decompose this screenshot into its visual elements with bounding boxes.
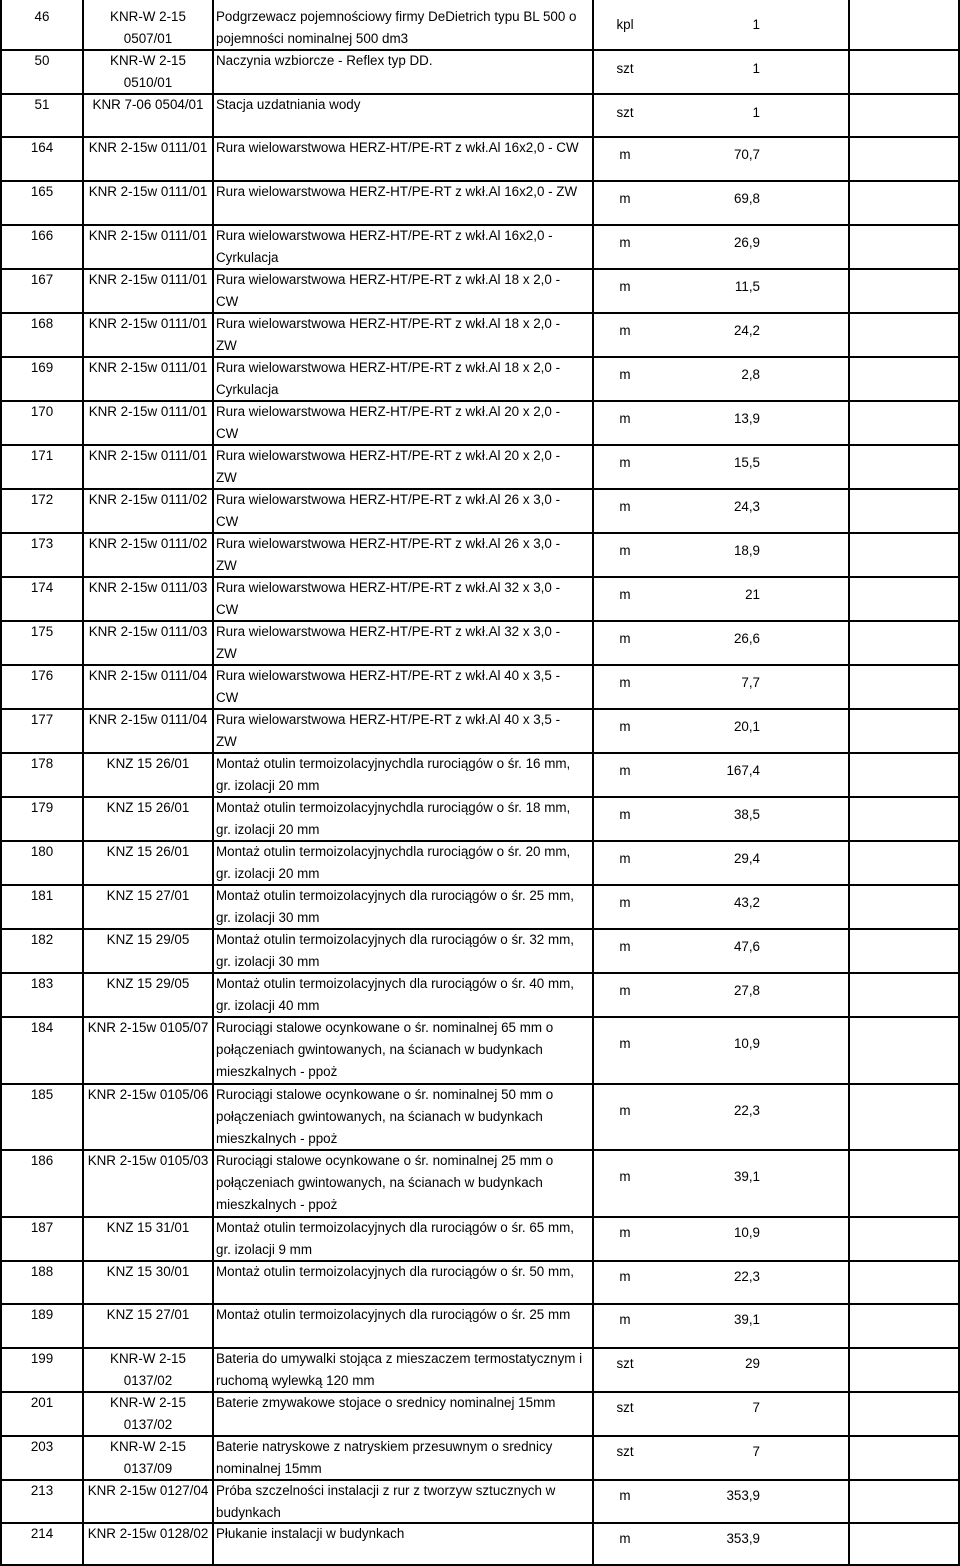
catalog-code: KNR 2-15w 0111/02 xyxy=(88,536,208,551)
item-description: Rura wielowarstwowa HERZ-HT/PE-RT z wkł.Al 20 x 2,0 - xyxy=(216,404,561,419)
catalog-code: KNR-W 2-15 xyxy=(110,1351,186,1366)
unit-of-measure: szt xyxy=(616,1444,634,1459)
row-number: 170 xyxy=(30,404,54,419)
row-number: 213 xyxy=(30,1483,54,1498)
item-description: ZW xyxy=(216,734,237,749)
unit-of-measure: m xyxy=(619,895,631,910)
quantity: 10,9 xyxy=(733,1036,760,1051)
item-description: ZW xyxy=(216,338,237,353)
row-number: 177 xyxy=(30,712,54,727)
quantity: 43,2 xyxy=(733,895,760,910)
item-description: połączeniach gwintowanych, na ścianach w budynkach xyxy=(216,1109,543,1124)
unit-of-measure: m xyxy=(619,675,631,690)
item-description: gr. izolacji 30 mm xyxy=(216,954,320,969)
catalog-code: KNR 7-06 0504/01 xyxy=(92,97,204,112)
unit-of-measure: m xyxy=(619,147,631,162)
row-number: 166 xyxy=(30,228,54,243)
item-description: Montaż otulin termoizolacyjnych dla rurociągów o śr. 50 mm, xyxy=(216,1264,574,1279)
item-description: Montaż otulin termoizolacyjnychdla rurociągów o śr. 18 mm, xyxy=(216,800,571,815)
unit-of-measure: m xyxy=(619,587,631,602)
item-description: Montaż otulin termoizolacyjnychdla rurociągów o śr. 20 mm, xyxy=(216,844,571,859)
row-number: 203 xyxy=(30,1439,54,1454)
item-description: Baterie zmywakowe stojace o srednicy nominalnej 15mm xyxy=(216,1395,556,1410)
item-description: Rura wielowarstwowa HERZ-HT/PE-RT z wkł.Al 26 x 3,0 - xyxy=(216,536,561,551)
row-number: 175 xyxy=(30,624,54,639)
row-number: 189 xyxy=(30,1307,54,1322)
catalog-code: KNZ 15 30/01 xyxy=(106,1264,190,1279)
unit-of-measure: m xyxy=(619,543,631,558)
catalog-code: KNR 2-15w 0111/01 xyxy=(88,140,208,155)
catalog-code: KNR-W 2-15 xyxy=(110,53,186,68)
item-description: Naczynia wzbiorcze - Reflex typ DD. xyxy=(216,53,433,68)
item-description: Montaż otulin termoizolacyjnych dla rurociągów o śr. 40 mm, xyxy=(216,976,574,991)
item-description: Rura wielowarstwowa HERZ-HT/PE-RT z wkł.Al 16x2,0 - ZW xyxy=(216,184,578,199)
item-description: Montaż otulin termoizolacyjnych dla rurociągów o śr. 65 mm, xyxy=(216,1220,574,1235)
row-number: 184 xyxy=(30,1020,54,1035)
item-description: Rurociągi stalowe ocynkowane o śr. nominalnej 50 mm o xyxy=(216,1087,554,1102)
item-description: Rura wielowarstwowa HERZ-HT/PE-RT z wkł.Al 20 x 2,0 - xyxy=(216,448,561,463)
catalog-code: KNZ 15 31/01 xyxy=(106,1220,190,1235)
item-description: Próba szczelności instalacji z rur z tworzyw sztucznych w xyxy=(216,1483,556,1498)
row-number: 187 xyxy=(30,1220,54,1235)
quantity: 10,9 xyxy=(733,1225,760,1240)
unit-of-measure: kpl xyxy=(616,17,634,32)
catalog-code: KNR 2-15w 0111/03 xyxy=(88,624,208,639)
unit-of-measure: m xyxy=(619,851,631,866)
item-description: mieszkalnych - ppoż xyxy=(216,1197,338,1212)
row-number: 50 xyxy=(34,53,50,68)
row-number: 167 xyxy=(30,272,54,287)
quantity: 167,4 xyxy=(726,763,760,778)
quantity: 39,1 xyxy=(733,1312,760,1327)
row-number: 172 xyxy=(30,492,54,507)
row-number: 176 xyxy=(30,668,54,683)
unit-of-measure: m xyxy=(619,411,631,426)
unit-of-measure: m xyxy=(619,1103,631,1118)
catalog-code: 0137/09 xyxy=(123,1461,173,1476)
quantity: 7 xyxy=(752,1400,760,1415)
item-description: Bateria do umywalki stojąca z mieszaczem termostatycznym i xyxy=(216,1351,583,1366)
unit-of-measure: m xyxy=(619,1169,631,1184)
row-number: 51 xyxy=(34,97,50,112)
unit-of-measure: m xyxy=(619,763,631,778)
quantity: 38,5 xyxy=(733,807,760,822)
row-number: 179 xyxy=(30,800,54,815)
quantity: 70,7 xyxy=(733,147,760,162)
item-description: budynkach xyxy=(216,1505,281,1520)
item-description: gr. izolacji 40 mm xyxy=(216,998,320,1013)
unit-of-measure: m xyxy=(619,939,631,954)
item-description: nominalnej 15mm xyxy=(216,1461,322,1476)
item-description: ruchomą wylewką 120 mm xyxy=(216,1373,375,1388)
catalog-code: KNR 2-15w 0105/06 xyxy=(87,1087,209,1102)
catalog-code: KNR 2-15w 0111/01 xyxy=(88,184,208,199)
unit-of-measure: m xyxy=(619,1488,631,1503)
item-description: ZW xyxy=(216,470,237,485)
catalog-code: 0137/02 xyxy=(123,1417,173,1432)
item-description: połączeniach gwintowanych, na ścianach w budynkach xyxy=(216,1175,543,1190)
item-description: Rurociągi stalowe ocynkowane o śr. nominalnej 65 mm o xyxy=(216,1020,554,1035)
row-number: 201 xyxy=(30,1395,54,1410)
item-description: Rura wielowarstwowa HERZ-HT/PE-RT z wkł.Al 18 x 2,0 - xyxy=(216,272,561,287)
unit-of-measure: m xyxy=(619,983,631,998)
item-description: Rura wielowarstwowa HERZ-HT/PE-RT z wkł.Al 16x2,0 - CW xyxy=(216,140,579,155)
row-number: 165 xyxy=(30,184,54,199)
catalog-code: KNZ 15 27/01 xyxy=(106,1307,190,1322)
unit-of-measure: szt xyxy=(616,105,634,120)
item-description: Montaż otulin termoizolacyjnych dla rurociągów o śr. 25 mm, xyxy=(216,888,574,903)
catalog-code: KNR 2-15w 0127/04 xyxy=(87,1483,209,1498)
item-description: Montaż otulin termoizolacyjnych dla rurociągów o śr. 32 mm, xyxy=(216,932,574,947)
unit-of-measure: m xyxy=(619,191,631,206)
item-description: Rura wielowarstwowa HERZ-HT/PE-RT z wkł.Al 40 x 3,5 - xyxy=(216,668,561,683)
unit-of-measure: m xyxy=(619,631,631,646)
unit-of-measure: m xyxy=(619,1269,631,1284)
row-number: 164 xyxy=(30,140,54,155)
item-description: CW xyxy=(216,690,239,705)
row-number: 168 xyxy=(30,316,54,331)
item-description: mieszkalnych - ppoż xyxy=(216,1064,338,1079)
row-number: 178 xyxy=(30,756,54,771)
quantity: 1 xyxy=(752,105,760,120)
quantity: 27,8 xyxy=(733,983,760,998)
item-description: Montaż otulin termoizolacyjnychdla rurociągów o śr. 16 mm, xyxy=(216,756,571,771)
table-column-border xyxy=(212,0,214,1566)
table-column-border xyxy=(592,0,594,1566)
unit-of-measure: szt xyxy=(616,1400,634,1415)
quantity: 39,1 xyxy=(733,1169,760,1184)
catalog-code: KNZ 15 26/01 xyxy=(106,844,190,859)
item-description: CW xyxy=(216,426,239,441)
catalog-code: KNR 2-15w 0111/03 xyxy=(88,580,208,595)
quantity: 353,9 xyxy=(726,1488,760,1503)
row-number: 199 xyxy=(30,1351,54,1366)
item-description: Rura wielowarstwowa HERZ-HT/PE-RT z wkł.Al 16x2,0 - xyxy=(216,228,553,243)
unit-of-measure: m xyxy=(619,807,631,822)
quantity: 20,1 xyxy=(733,719,760,734)
catalog-code: KNZ 15 26/01 xyxy=(106,756,190,771)
row-number: 180 xyxy=(30,844,54,859)
unit-of-measure: m xyxy=(619,323,631,338)
item-description: mieszkalnych - ppoż xyxy=(216,1131,338,1146)
quantity: 24,3 xyxy=(733,499,760,514)
unit-of-measure: m xyxy=(619,499,631,514)
catalog-code: KNZ 15 29/05 xyxy=(106,976,190,991)
unit-of-measure: szt xyxy=(616,1356,634,1371)
item-description: gr. izolacji 20 mm xyxy=(216,822,320,837)
item-description: Podgrzewacz pojemnościowy firmy DeDietrich typu BL 500 o xyxy=(216,9,577,24)
row-number: 182 xyxy=(30,932,54,947)
quantity: 24,2 xyxy=(733,323,760,338)
item-description: Rura wielowarstwowa HERZ-HT/PE-RT z wkł.Al 32 x 3,0 - xyxy=(216,580,561,595)
quantity: 69,8 xyxy=(733,191,760,206)
unit-of-measure: m xyxy=(619,719,631,734)
quantity: 47,6 xyxy=(733,939,760,954)
quantity: 29,4 xyxy=(733,851,760,866)
quantity: 26,6 xyxy=(733,631,760,646)
catalog-code: KNR 2-15w 0111/04 xyxy=(88,712,208,727)
unit-of-measure: szt xyxy=(616,61,634,76)
catalog-code: KNR 2-15w 0128/02 xyxy=(87,1526,209,1541)
catalog-code: KNR 2-15w 0111/01 xyxy=(88,272,208,287)
quantity: 18,9 xyxy=(733,543,760,558)
item-description: gr. izolacji 30 mm xyxy=(216,910,320,925)
item-description: Rura wielowarstwowa HERZ-HT/PE-RT z wkł.Al 40 x 3,5 - xyxy=(216,712,561,727)
quantity: 15,5 xyxy=(733,455,760,470)
row-number: 46 xyxy=(34,9,50,24)
unit-of-measure: m xyxy=(619,367,631,382)
catalog-code: KNR 2-15w 0111/01 xyxy=(88,360,208,375)
quantity: 2,8 xyxy=(741,367,760,382)
quantity: 13,9 xyxy=(733,411,760,426)
unit-of-measure: m xyxy=(619,1312,631,1327)
row-number: 214 xyxy=(30,1526,54,1541)
catalog-code: KNR-W 2-15 xyxy=(110,1395,186,1410)
quantity: 21 xyxy=(745,587,760,602)
unit-of-measure: m xyxy=(619,1036,631,1051)
row-number: 186 xyxy=(30,1153,54,1168)
catalog-code: KNR 2-15w 0111/04 xyxy=(88,668,208,683)
row-number: 173 xyxy=(30,536,54,551)
quantity: 11,5 xyxy=(734,279,760,294)
item-description: gr. izolacji 20 mm xyxy=(216,866,320,881)
quantity: 26,9 xyxy=(733,235,760,250)
row-number: 174 xyxy=(30,580,54,595)
catalog-code: KNR 2-15w 0111/01 xyxy=(88,448,208,463)
item-description: gr. izolacji 20 mm xyxy=(216,778,320,793)
item-description: Płukanie instalacji w budynkach xyxy=(216,1526,405,1541)
catalog-code: KNZ 15 29/05 xyxy=(106,932,190,947)
quantity: 29 xyxy=(745,1356,760,1371)
quantity: 7,7 xyxy=(741,675,760,690)
item-description: ZW xyxy=(216,646,237,661)
item-description: Stacja uzdatniania wody xyxy=(216,97,361,112)
row-number: 181 xyxy=(30,888,54,903)
quantity: 22,3 xyxy=(733,1103,760,1118)
table-column-border xyxy=(848,0,850,1566)
row-number: 185 xyxy=(30,1087,54,1102)
item-description: CW xyxy=(216,294,239,309)
row-number: 183 xyxy=(30,976,54,991)
quantity: 1 xyxy=(752,17,760,32)
item-description: gr. izolacji 9 mm xyxy=(216,1242,312,1257)
unit-of-measure: m xyxy=(619,1531,631,1546)
catalog-code: 0507/01 xyxy=(123,31,173,46)
item-description: ZW xyxy=(216,558,237,573)
catalog-code: KNR 2-15w 0111/01 xyxy=(88,316,208,331)
catalog-code: 0137/02 xyxy=(123,1373,173,1388)
item-description: Rura wielowarstwowa HERZ-HT/PE-RT z wkł.Al 18 x 2,0 - xyxy=(216,360,561,375)
catalog-code: KNR 2-15w 0105/07 xyxy=(87,1020,209,1035)
item-description: Cyrkulacja xyxy=(216,250,279,265)
item-description: CW xyxy=(216,602,239,617)
catalog-code: KNR 2-15w 0111/02 xyxy=(88,492,208,507)
quantity: 22,3 xyxy=(733,1269,760,1284)
unit-of-measure: m xyxy=(619,455,631,470)
quantity: 1 xyxy=(752,61,760,76)
unit-of-measure: m xyxy=(619,235,631,250)
item-description: Rura wielowarstwowa HERZ-HT/PE-RT z wkł.Al 18 x 2,0 - xyxy=(216,316,561,331)
row-number: 171 xyxy=(30,448,54,463)
quantity: 353,9 xyxy=(726,1531,760,1546)
item-description: Rura wielowarstwowa HERZ-HT/PE-RT z wkł.Al 26 x 3,0 - xyxy=(216,492,561,507)
catalog-code: KNZ 15 26/01 xyxy=(106,800,190,815)
item-description: Rura wielowarstwowa HERZ-HT/PE-RT z wkł.Al 32 x 3,0 - xyxy=(216,624,561,639)
row-number: 188 xyxy=(30,1264,54,1279)
unit-of-measure: m xyxy=(619,279,631,294)
item-description: Baterie natryskowe z natryskiem przesuwnym o srednicy xyxy=(216,1439,553,1454)
item-description: Rurociągi stalowe ocynkowane o śr. nominalnej 25 mm o xyxy=(216,1153,554,1168)
item-description: Cyrkulacja xyxy=(216,382,279,397)
catalog-code: KNR 2-15w 0111/01 xyxy=(88,228,208,243)
item-description: Montaż otulin termoizolacyjnych dla rurociągów o śr. 25 mm xyxy=(216,1307,571,1322)
catalog-code: 0510/01 xyxy=(123,75,173,90)
catalog-code: KNR-W 2-15 xyxy=(110,9,186,24)
unit-of-measure: m xyxy=(619,1225,631,1240)
catalog-code: KNR-W 2-15 xyxy=(110,1439,186,1454)
catalog-code: KNR 2-15w 0105/03 xyxy=(87,1153,209,1168)
item-description: pojemności nominalnej 500 dm3 xyxy=(216,31,409,46)
row-number: 169 xyxy=(30,360,54,375)
catalog-code: KNR 2-15w 0111/01 xyxy=(88,404,208,419)
item-description: połączeniach gwintowanych, na ścianach w budynkach xyxy=(216,1042,543,1057)
quantity: 7 xyxy=(752,1444,760,1459)
catalog-code: KNZ 15 27/01 xyxy=(106,888,190,903)
item-description: CW xyxy=(216,514,239,529)
